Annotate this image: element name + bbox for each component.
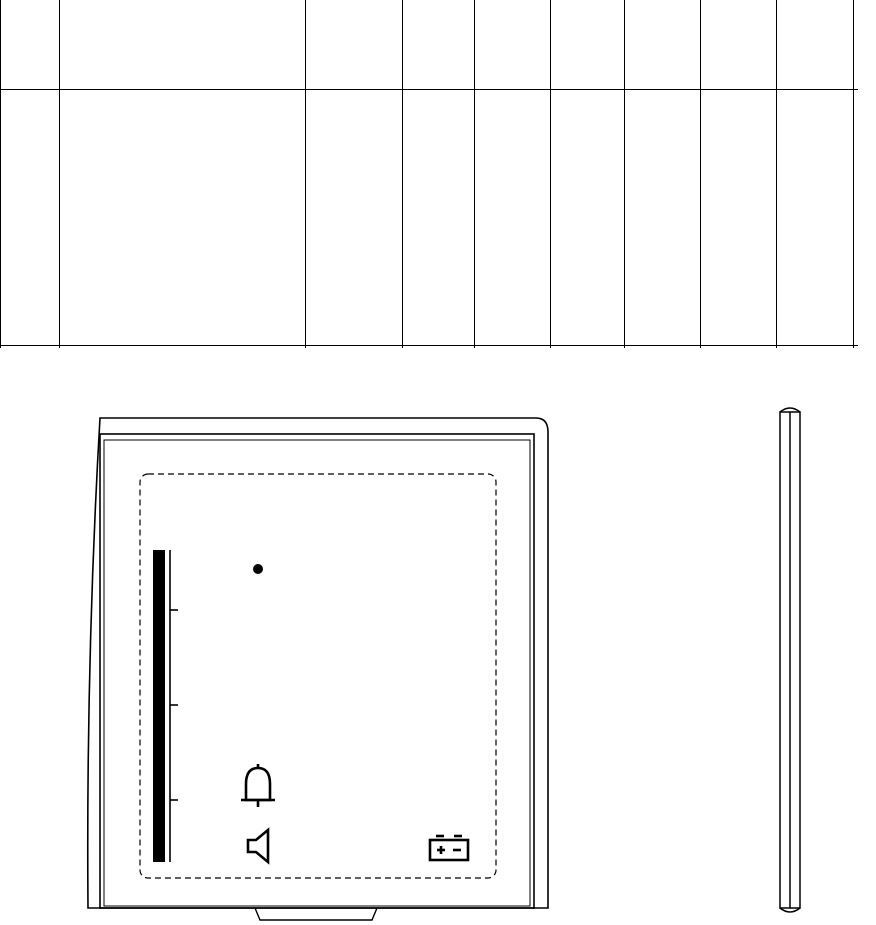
sign-dot [253,564,263,574]
table-border-left [0,0,1,348]
column-divider [474,0,475,348]
inner-frame [100,434,534,908]
column-divider [853,0,854,348]
header-row-divider [0,89,858,90]
battery-icon [430,836,468,860]
display-area [140,474,496,878]
column-divider [624,0,625,348]
viewing-frame [104,440,530,906]
bell-icon [241,764,275,807]
bar-graph [153,550,178,862]
bottom-tab [255,908,377,920]
table-border-bottom [0,345,858,346]
bar-graph-fill [153,550,165,862]
speaker-icon [248,830,268,862]
column-divider [700,0,701,348]
column-divider [59,0,60,348]
column-divider [776,0,777,348]
lcd-drawing [0,360,876,925]
column-divider [305,0,306,348]
spec-table [0,0,876,350]
side-view [780,408,800,912]
column-divider [550,0,551,348]
column-divider [402,0,403,348]
